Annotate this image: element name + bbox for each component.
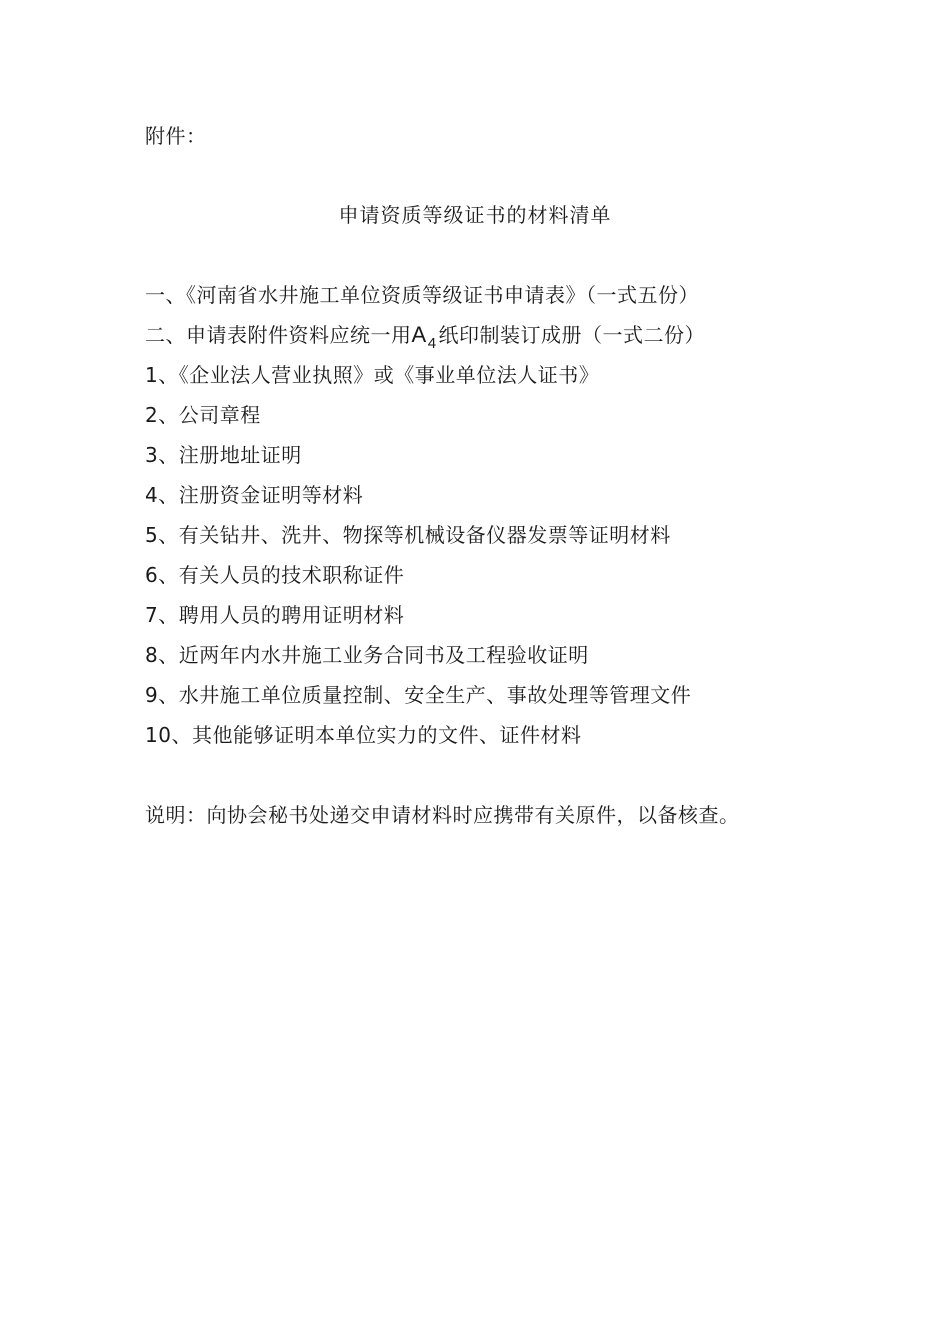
paper-size (411, 322, 439, 352)
list-item: 3、注册地址证明 (145, 443, 302, 467)
paper-subscript: 4 (427, 335, 437, 352)
note-text: 说明：向协会秘书处递交申请材料时应携带有关原件，以备核查。 (145, 803, 740, 827)
section-two-text-after: 纸印制装订成册（一式二份） (438, 323, 706, 347)
document-title: 申请资质等级证书的材料清单 (338, 203, 612, 227)
list-item: 1、《企业法人营业执照》或《事业单位法人证书》 (145, 363, 600, 387)
list-item: 8、近两年内水井施工业务合同书及工程验收证明 (145, 643, 589, 667)
section-two-text-before: 二、申请表附件资料应统一用 (145, 323, 412, 347)
section-two (145, 323, 705, 350)
paper-letter: A (411, 322, 427, 347)
list-item: 6、有关人员的技术职称证件 (145, 563, 405, 587)
list-item: 9、水井施工单位质量控制、安全生产、事故处理等管理文件 (145, 683, 692, 707)
attachment-label: 附件： (145, 124, 207, 148)
list-item: 2、公司章程 (145, 403, 261, 427)
list-item: 5、有关钻井、洗井、物探等机械设备仪器发票等证明材料 (145, 523, 671, 547)
list-item: 10、其他能够证明本单位实力的文件、证件材料 (145, 723, 582, 747)
list-item: 4、注册资金证明等材料 (145, 483, 364, 507)
section-one: 一、《河南省水井施工单位资质等级证书申请表》（一式五份） (145, 283, 699, 307)
list-item: 7、聘用人员的聘用证明材料 (145, 603, 405, 627)
